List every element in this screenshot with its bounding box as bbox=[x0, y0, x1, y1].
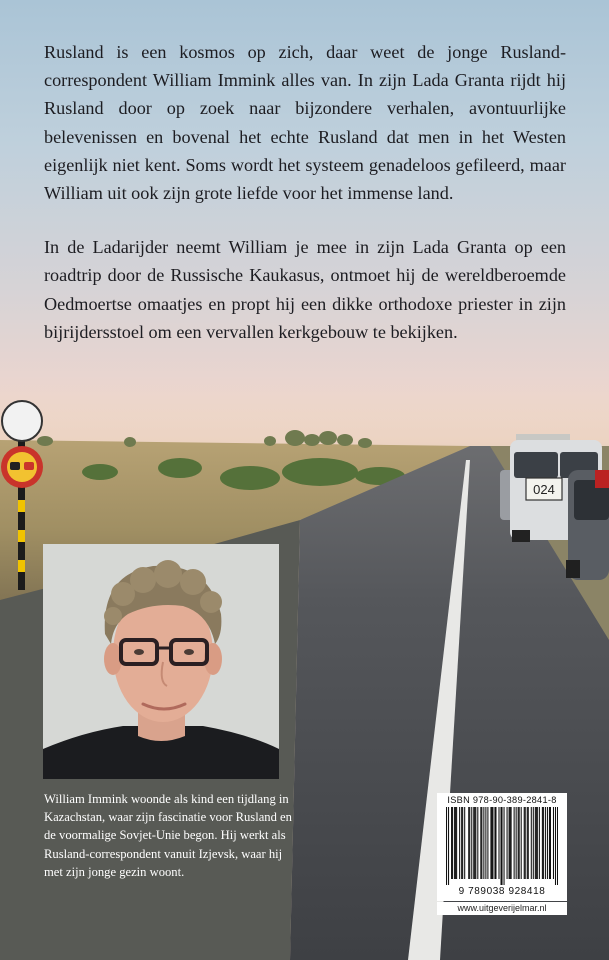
isbn-barcode bbox=[437, 793, 567, 901]
barcode-bar bbox=[507, 807, 508, 879]
book-blurb bbox=[44, 38, 566, 346]
barcode-bar bbox=[462, 807, 463, 879]
barcode-bar bbox=[481, 807, 482, 879]
barcode-bar bbox=[452, 807, 453, 879]
barcode-bar bbox=[531, 807, 532, 879]
barcode-bar bbox=[549, 807, 550, 879]
barcode-bar bbox=[536, 807, 537, 879]
blurb-paragraph-1: Rusland is een kosmos op zich, daar weet de jonge Rusland-correspondent William Immink alles van. In zijn Lada Granta rijdt hij Rusland door op zoek naar bijzondere verhalen, avontuurlijke belevenissen en bovenal het echte Rusland dat men in het Westen eigenlijk niet kent. Soms wordt het systeem genadeloos gefileerd, maar William uit ook zijn grote liefde voor het immense land. bbox=[44, 42, 566, 204]
barcode-bar bbox=[456, 807, 457, 879]
barcode-bar bbox=[475, 807, 476, 879]
barcode-bar bbox=[480, 807, 481, 879]
barcode-bar bbox=[528, 807, 529, 879]
barcode-bar bbox=[491, 807, 492, 879]
barcode-bar bbox=[471, 807, 472, 879]
barcode-bar bbox=[509, 807, 510, 879]
barcode-bar bbox=[474, 807, 475, 879]
barcode-bar bbox=[446, 807, 447, 885]
barcode-bar bbox=[537, 807, 538, 879]
barcode-bar bbox=[494, 807, 495, 879]
barcode-bar bbox=[483, 807, 484, 879]
author-photo bbox=[43, 544, 279, 779]
barcode-bar bbox=[473, 807, 474, 879]
barcode-digits: 9 789038 928418 bbox=[458, 886, 546, 897]
barcode-bar bbox=[527, 807, 528, 879]
publisher-website: www.uitgeverijelmar.nl bbox=[437, 902, 567, 915]
barcode-bar bbox=[550, 807, 551, 879]
barcode-bar bbox=[555, 807, 556, 885]
barcode-bar bbox=[524, 807, 525, 879]
barcode-bar bbox=[477, 807, 478, 879]
barcode-bar bbox=[485, 807, 486, 879]
barcode-bar bbox=[468, 807, 469, 879]
barcode-bar bbox=[495, 807, 496, 879]
barcode-bar bbox=[492, 807, 493, 879]
barcode-bar bbox=[511, 807, 512, 879]
barcode-bar bbox=[502, 807, 503, 885]
author-portrait-illustration bbox=[43, 544, 279, 779]
barcode-bar bbox=[469, 807, 470, 879]
barcode-bar bbox=[547, 807, 548, 879]
barcode-bar bbox=[535, 807, 536, 879]
barcode-bar bbox=[542, 807, 543, 879]
van-license-plate: 024 bbox=[533, 482, 555, 497]
barcode-bar bbox=[545, 807, 546, 879]
barcode-bar bbox=[518, 807, 519, 879]
barcode-bar bbox=[519, 807, 520, 879]
barcode-bar bbox=[514, 807, 515, 879]
blurb-paragraph-2: In de Ladarijder neemt William je mee in zijn Lada Granta op een roadtrip door de Russische Kaukasus, ontmoet hij de wereldberoemde Oedmoertse omaatjes en propt hij een dikke orthodoxe priester in zijn bijrijdersstoel om een vervallen kerkgebouw te bekijken. bbox=[44, 237, 566, 342]
barcode-bar bbox=[461, 807, 462, 879]
barcode-bar bbox=[487, 807, 488, 879]
barcode-bars bbox=[446, 807, 558, 885]
author-bio: William Immink woonde als kind een tijdlang in Kazachstan, waar zijn fascinatie voor Rusland en de voormalige Sovjet-Unie begon. Hij werkt als Rusland-correspondent vanuit Izjevsk, waar hij met zijn jonge gezin woont. bbox=[44, 792, 292, 879]
barcode-bar bbox=[557, 807, 558, 885]
barcode-bar bbox=[464, 807, 465, 879]
barcode-bar bbox=[525, 807, 526, 879]
barcode-bar bbox=[510, 807, 511, 879]
barcode-bar bbox=[553, 807, 554, 879]
barcode-bar bbox=[539, 807, 540, 879]
barcode-bar bbox=[455, 807, 456, 879]
barcode-bar bbox=[498, 807, 499, 879]
barcode-bar bbox=[521, 807, 522, 879]
barcode-bar bbox=[504, 807, 505, 885]
barcode-bar bbox=[451, 807, 452, 879]
barcode-bar bbox=[454, 807, 455, 879]
barcode-bar bbox=[448, 807, 449, 885]
isbn-label: ISBN 978-90-389-2841-8 bbox=[447, 795, 557, 805]
barcode-bar bbox=[533, 807, 534, 879]
barcode-bar bbox=[516, 807, 517, 879]
barcode-bar bbox=[543, 807, 544, 879]
barcode-bar bbox=[459, 807, 460, 879]
barcode-bar bbox=[500, 807, 501, 885]
barcode-bar bbox=[490, 807, 491, 879]
